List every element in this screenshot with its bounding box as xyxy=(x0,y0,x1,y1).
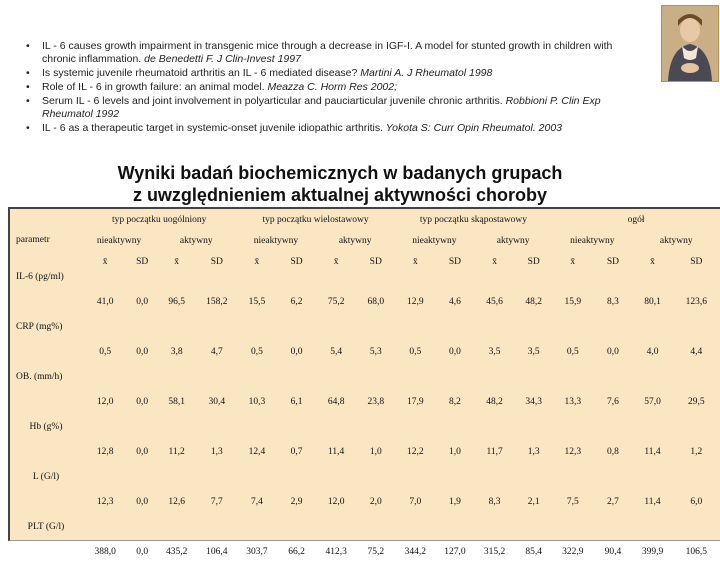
value-cell: 1,9 xyxy=(449,497,461,507)
value-cell: 12,0 xyxy=(327,497,345,507)
table-row xyxy=(10,322,720,372)
parameter-label: IL-6 (pg/ml) xyxy=(16,272,64,282)
value-cell: 11,4 xyxy=(644,447,661,457)
reference-item xyxy=(26,122,646,135)
value-cell: 123,6 xyxy=(685,297,707,307)
value-cell: 0,0 xyxy=(136,347,149,357)
parameter-label: PLT (G/l) xyxy=(27,522,65,532)
sd-header: SD xyxy=(210,256,223,267)
sd-header: SD xyxy=(369,256,382,267)
value-cell: 5,4 xyxy=(330,347,343,357)
value-cell: 12,3 xyxy=(96,497,114,507)
mean-header: x̄ xyxy=(333,256,339,267)
value-cell: 5,3 xyxy=(369,347,382,357)
reference-text: IL - 6 causes growth impairment in transgenic mice through a decrease in IGF-I. A model for stunted growth in children with chronic inflammation. xyxy=(42,40,613,65)
value-cell: 0,0 xyxy=(136,447,149,457)
reference-text: Is systemic juvenile rheumatoid arthritis an IL - 6 mediated disease? xyxy=(42,67,358,79)
value-cell: 11,4 xyxy=(328,447,345,457)
portrait-image xyxy=(661,5,719,82)
bullet-icon: • xyxy=(26,67,30,79)
reference-citation: Martini A. J Rheumatol 1998 xyxy=(357,67,493,79)
value-cell: 48,2 xyxy=(486,397,503,407)
value-cell: 41,0 xyxy=(96,297,114,307)
value-cell: 322,9 xyxy=(562,547,584,557)
value-cell: 435,2 xyxy=(165,547,188,557)
slide-title-line1: Wyniki badań biochemicznych w badanych grupach xyxy=(117,163,563,183)
value-cell: 3,5 xyxy=(488,347,501,357)
mean-header: x̄ xyxy=(650,256,655,267)
value-cell: 0,5 xyxy=(566,347,579,357)
parameter-label: CRP (mg%) xyxy=(16,322,63,332)
reference-citation: Robbioni P. Clin Exp Rheumatol 1992 xyxy=(42,95,601,120)
reference-item xyxy=(26,95,646,121)
reference-item xyxy=(26,40,646,66)
value-cell: 12,2 xyxy=(407,447,424,457)
value-cell: 85,4 xyxy=(525,547,542,557)
bullet-icon: • xyxy=(26,95,30,107)
activity-header: nieaktywny xyxy=(253,235,299,246)
value-cell: 11,7 xyxy=(486,447,503,457)
parameter-label: L (G/l) xyxy=(32,472,60,482)
bullet-icon: • xyxy=(26,40,30,52)
value-cell: 66,2 xyxy=(288,547,305,557)
value-cell: 0,0 xyxy=(136,397,149,407)
value-cell: 106,4 xyxy=(206,547,228,557)
header-stats-row xyxy=(10,251,720,272)
value-cell: 75,2 xyxy=(367,547,385,557)
reference-citation: Yokota S: Curr Opin Rheumatol. 2003 xyxy=(383,122,563,134)
value-cell: 158,2 xyxy=(206,297,228,307)
value-cell: 75,2 xyxy=(327,297,345,307)
reference-item xyxy=(26,67,646,80)
results-table-container xyxy=(8,207,720,557)
sd-header: SD xyxy=(606,256,619,267)
value-cell: 48,2 xyxy=(525,297,542,307)
table-row xyxy=(10,472,720,522)
group-header: typ początku skąpostawowy xyxy=(419,214,528,225)
portrait-painting-icon xyxy=(662,6,718,81)
value-cell: 0,0 xyxy=(449,347,461,357)
value-cell: 399,9 xyxy=(641,547,664,557)
value-cell: 2,1 xyxy=(527,497,540,507)
header-activity-row xyxy=(10,230,720,251)
reference-citation: de Benedetti F. J Clin-Invest 1997 xyxy=(141,53,301,65)
reference-text: Serum IL - 6 levels and joint involvement in polyarticular and pauciarticular juvenile chronic arthritis. xyxy=(42,95,503,107)
mean-header: x̄ xyxy=(102,256,108,267)
value-cell: 0,0 xyxy=(136,547,149,557)
table-row xyxy=(10,272,720,322)
parameter-label: Hb (g%) xyxy=(29,422,63,432)
value-cell: 6,2 xyxy=(290,297,303,307)
slide-title-line2: z uwzględnieniem aktualnej aktywności choroby xyxy=(132,185,548,205)
activity-header: aktywny xyxy=(659,235,693,246)
mean-header: x̄ xyxy=(492,256,497,267)
mean-header: x̄ xyxy=(570,256,576,267)
value-cell: 57,0 xyxy=(644,397,661,407)
value-cell: 127,0 xyxy=(444,547,466,557)
value-cell: 23,8 xyxy=(367,397,385,407)
value-cell: 388,0 xyxy=(94,547,116,557)
table-row xyxy=(10,522,720,572)
header-empty-cell xyxy=(10,251,82,272)
value-cell: 315,2 xyxy=(483,547,506,557)
value-cell: 7,4 xyxy=(250,497,263,507)
value-cell: 4,0 xyxy=(646,347,659,357)
results-table xyxy=(10,209,720,572)
value-cell: 0,5 xyxy=(99,347,112,357)
reference-item xyxy=(26,81,646,94)
value-cell: 4,6 xyxy=(449,297,461,307)
value-cell: 45,6 xyxy=(486,297,503,307)
table-row xyxy=(10,422,720,472)
value-cell: 344,2 xyxy=(404,547,427,557)
value-cell: 0,8 xyxy=(606,447,619,457)
value-cell: 13,3 xyxy=(564,397,582,407)
bullet-icon: • xyxy=(26,81,30,93)
value-cell: 6,1 xyxy=(290,397,303,407)
value-cell: 0,0 xyxy=(606,347,619,357)
value-cell: 15,5 xyxy=(248,297,266,307)
reference-text: IL - 6 as a therapeutic target in systemic-onset juvenile idiopathic arthritis. xyxy=(42,122,384,134)
activity-header: aktywny xyxy=(496,235,530,246)
sd-header: SD xyxy=(448,256,462,267)
value-cell: 80,1 xyxy=(644,297,661,307)
table-row xyxy=(10,372,720,422)
mean-header: x̄ xyxy=(174,256,180,267)
value-cell: 10,3 xyxy=(248,397,266,407)
value-cell: 12,3 xyxy=(564,447,582,457)
parameter-label: OB. (mm/h) xyxy=(16,372,63,382)
value-cell: 2,7 xyxy=(606,497,619,507)
value-cell: 4,7 xyxy=(210,347,223,357)
header-empty-cell xyxy=(10,209,82,230)
value-cell: 58,1 xyxy=(168,397,185,407)
value-cell: 17,9 xyxy=(407,397,424,407)
value-cell: 3,5 xyxy=(527,347,540,357)
value-cell: 7,7 xyxy=(210,497,223,507)
activity-header: nieaktywny xyxy=(570,235,615,246)
value-cell: 90,4 xyxy=(604,547,622,557)
value-cell: 12,8 xyxy=(96,447,114,457)
value-cell: 1,3 xyxy=(210,447,223,457)
bullet-icon: • xyxy=(26,122,30,134)
value-cell: 12,0 xyxy=(96,397,114,407)
value-cell: 1,3 xyxy=(527,447,540,457)
group-header: typ początku wielostawowy xyxy=(262,214,369,225)
value-cell: 68,0 xyxy=(367,297,385,307)
value-cell: 3,8 xyxy=(170,347,183,357)
value-cell: 96,5 xyxy=(168,297,185,307)
value-cell: 106,5 xyxy=(685,547,707,557)
value-cell: 8,3 xyxy=(606,297,619,307)
value-cell: 0,7 xyxy=(290,447,303,457)
value-cell: 15,9 xyxy=(564,297,582,307)
value-cell: 0,0 xyxy=(136,297,149,307)
group-header: typ początku uogólniony xyxy=(111,214,207,225)
value-cell: 30,4 xyxy=(208,397,226,407)
activity-header: aktywny xyxy=(179,235,213,246)
value-cell: 0,5 xyxy=(250,347,263,357)
value-cell: 12,6 xyxy=(168,497,185,507)
value-cell: 412,3 xyxy=(325,547,347,557)
mean-header: x̄ xyxy=(254,256,260,267)
header-groups-row xyxy=(10,209,720,230)
activity-header: aktywny xyxy=(338,235,372,246)
value-cell: 7,6 xyxy=(606,397,619,407)
group-header: ogół xyxy=(627,214,645,225)
value-cell: 8,3 xyxy=(488,497,501,507)
reference-text: Role of IL - 6 in growth failure: an animal model. xyxy=(42,81,265,93)
value-cell: 34,3 xyxy=(525,397,542,407)
sd-header: SD xyxy=(290,256,303,267)
activity-header: nieaktywny xyxy=(96,235,142,246)
mean-header: x̄ xyxy=(412,256,418,267)
value-cell: 7,5 xyxy=(566,497,579,507)
sd-header: SD xyxy=(527,256,540,267)
value-cell: 12,9 xyxy=(407,297,424,307)
value-cell: 1,0 xyxy=(369,447,382,457)
value-cell: 1,0 xyxy=(449,447,461,457)
value-cell: 6,0 xyxy=(690,497,703,507)
value-cell: 64,8 xyxy=(327,397,345,407)
value-cell: 0,0 xyxy=(290,347,303,357)
value-cell: 11,4 xyxy=(644,497,661,507)
value-cell: 0,5 xyxy=(409,347,422,357)
value-cell: 303,7 xyxy=(246,547,268,557)
param-header: parametr xyxy=(16,235,50,245)
value-cell: 1,2 xyxy=(690,447,703,457)
reference-citation: Meazza C. Horm Res 2002; xyxy=(264,81,398,93)
value-cell: 29,5 xyxy=(687,397,705,407)
reference-list xyxy=(26,40,646,136)
value-cell: 8,2 xyxy=(449,397,461,407)
value-cell: 4,4 xyxy=(690,347,703,357)
activity-header: nieaktywny xyxy=(412,235,457,246)
value-cell: 11,2 xyxy=(168,447,185,457)
sd-header: SD xyxy=(136,256,149,267)
value-cell: 2,9 xyxy=(290,497,303,507)
value-cell: 7,0 xyxy=(409,497,422,507)
value-cell: 0,0 xyxy=(136,497,149,507)
value-cell: 12,4 xyxy=(248,447,266,457)
value-cell: 2,0 xyxy=(369,497,382,507)
sd-header: SD xyxy=(690,256,703,267)
